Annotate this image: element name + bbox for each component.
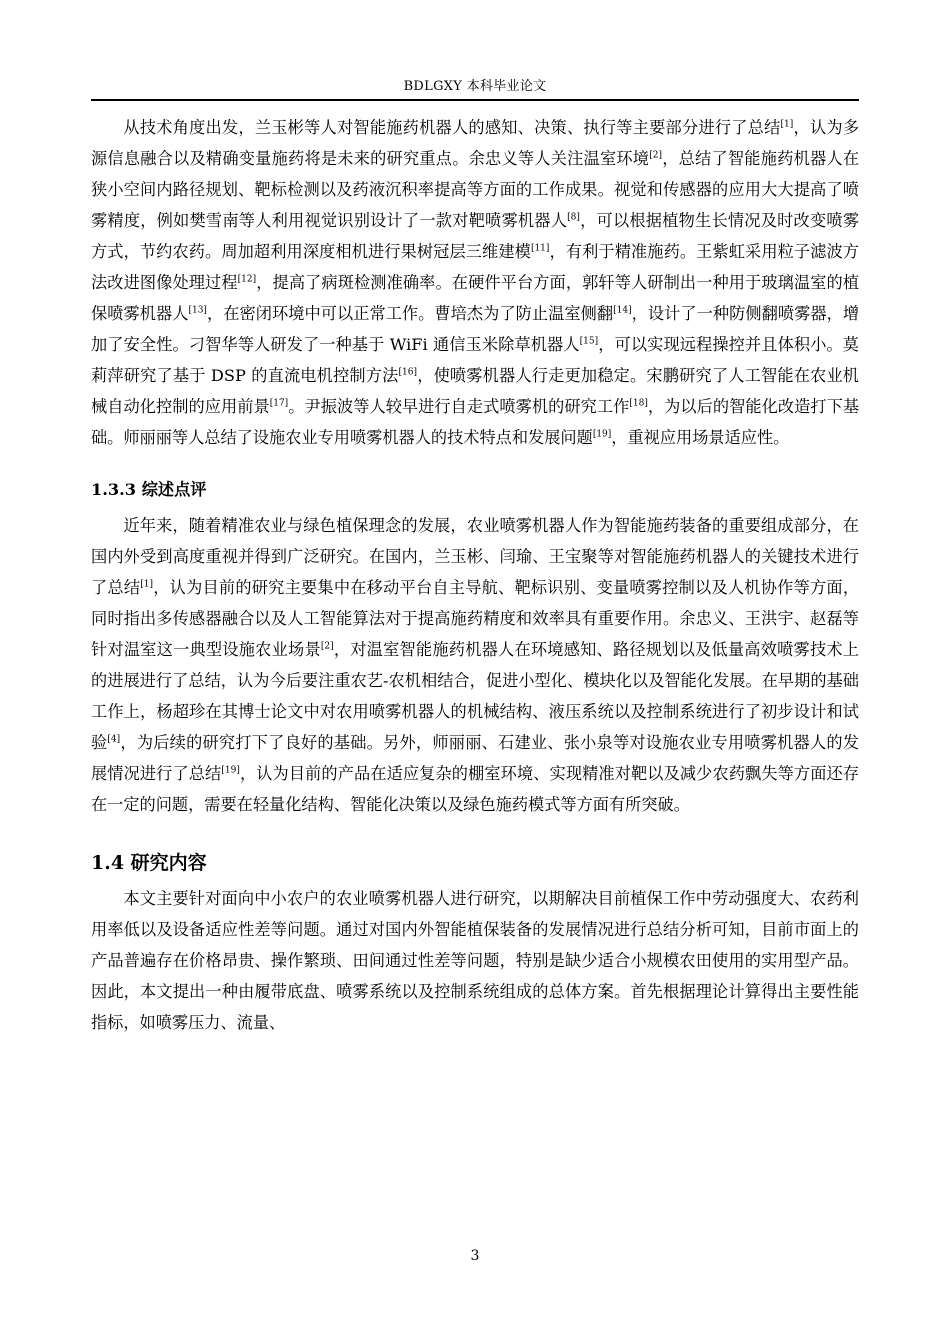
citation-13: [13] xyxy=(188,305,207,316)
para1-text: ，在密闭环境中可以正常工作。曹培杰为了防止温室侧翻 xyxy=(206,304,614,323)
citation-19: [19] xyxy=(592,429,612,440)
para2-text: ，认为目前的产品在适应复杂的棚室环境、实现精准对靶以及减少农药飘失等方面还存在一定的问题，需要在轻量化结构、智能化决策以及绿色施药模式等方面有所突破。 xyxy=(91,764,860,814)
citation-15: [15] xyxy=(579,336,599,347)
header-rule xyxy=(91,99,859,101)
running-header: BDLGXY 本科毕业论文 xyxy=(403,79,547,94)
para1-text: ，有利于精准施药。王紫虹采用粒子滤波方法改进图像处理过程 xyxy=(91,242,860,292)
citation-8: [8] xyxy=(567,212,580,223)
para2-text: ，对温室智能施药机器人在环境感知、路径规划以及低量高效喷雾技术上的进展进行了总结，认为今后要注重农艺-农机相结合，促进小型化、模块化以及智能化发展。在早期的基础工作上，杨超珍在其博士论文中对农用喷雾机器人的机械结构、液压系统以及控制系统进行了初步设计和试验 xyxy=(91,640,859,752)
section-heading: 1.4 研究内容 xyxy=(91,852,207,874)
citation-1: [1] xyxy=(780,119,794,130)
para1-text: ，设计了一种防侧翻喷雾器，增加了安全性。刁智华等人研发了一种基于 WiFi 通信玉米除草机器人 xyxy=(91,304,860,354)
citation-18: [18] xyxy=(629,398,648,409)
citation-16: [16] xyxy=(398,367,418,378)
para1-text: ，认为多源信息融合以及精确变量施药将是未来的研究重点。余忠义等人关注温室环境 xyxy=(91,118,860,168)
main-content xyxy=(91,112,859,1038)
citation-19: [19] xyxy=(221,765,240,776)
citation-14: [14] xyxy=(613,305,632,316)
body-paragraph-2 xyxy=(91,510,859,820)
para2-text: ，为后续的研究打下了良好的基础。另外，师丽丽、石建业、张小泉等对设施农业专用喷雾机器人的发展情况进行了总结 xyxy=(91,733,859,783)
para1-text: 从技术角度出发，兰玉彬等人对智能施药机器人的感知、决策、执行等主要部分进行了总结 xyxy=(123,118,781,137)
para1-text: ，重视应用场景适应性。 xyxy=(611,428,790,447)
para1-text: ，可以根据植物生长情况及时改变喷雾方式，节约农药。周加超利用深度相机进行果树冠层三维建模 xyxy=(91,211,860,261)
citation-17: [17] xyxy=(269,398,289,409)
citation-4: [4] xyxy=(107,734,121,745)
citation-12: [12] xyxy=(237,274,257,285)
body-paragraph-3: 本文主要针对面向中小农户的农业喷雾机器人进行研究，以期解决目前植保工作中劳动强度大、农药利用率低以及设备适应性差等问题。通过对国内外智能植保装备的发展情况进行总结分析可知，目前市面上的产品普遍存在价格昂贵、操作繁琐、田间通过性差等问题，特别是缺少适合小规模农田使用的实用型产品。因此，本文提出一种由履带底盘、喷雾系统以及控制系统组成的总体方案。首先根据理论计算得出主要性能指标，如喷雾压力、流量、 xyxy=(91,889,859,1032)
para1-text: 。尹振波等人较早进行自走式喷雾机的研究工作 xyxy=(288,397,630,416)
citation-1: [1] xyxy=(140,579,154,590)
subsection-heading: 1.3.3 综述点评 xyxy=(91,480,207,499)
para1-text: ，为以后的智能化改造打下基础。师丽丽等人总结了设施农业专用喷雾机器人的技术特点和发展问题 xyxy=(91,397,860,447)
citation-2: [2] xyxy=(649,150,662,161)
page-number: 3 xyxy=(470,1248,480,1264)
para2-text: 近年来，随着精准农业与绿色植保理念的发展，农业喷雾机器人作为智能施药装备的重要组成部分，在国内外受到高度重视并得到广泛研究。在国内，兰玉彬、闫瑜、王宝聚等对智能施药机器人的关键技术进行了总结 xyxy=(91,516,859,597)
body-paragraph-1 xyxy=(91,112,859,453)
para1-text: ，使喷雾机器人行走更加稳定。宋鹏研究了人工智能在农业机械自动化控制的应用前景 xyxy=(91,366,859,416)
para1-text: ，总结了智能施药机器人在狭小空间内路径规划、靶标检测以及药液沉积率提高等方面的工作成果。视觉和传感器的应用大大提高了喷雾精度，例如樊雪南等人利用视觉识别设计了一款对靶喷雾机器人 xyxy=(91,149,860,230)
para1-text: ，提高了病斑检测准确率。在硬件平台方面，郭轩等人研制出一种用于玻璃温室的植保喷雾机器人 xyxy=(91,273,860,323)
para1-text: ，可以实现远程操控并且体积小。莫莉萍研究了基于 DSP 的直流电机控制方法 xyxy=(91,335,859,385)
para2-text: ，认为目前的研究主要集中在移动平台自主导航、靶标识别、变量喷雾控制以及人机协作等方面，同时指出多传感器融合以及人工智能算法对于提高施药精度和效率具有重要作用。余忠义、王洪宇、赵磊等针对温室这一典型设施农业场景 xyxy=(91,578,860,659)
citation-11: [11] xyxy=(530,243,550,254)
citation-2: [2] xyxy=(320,641,334,652)
